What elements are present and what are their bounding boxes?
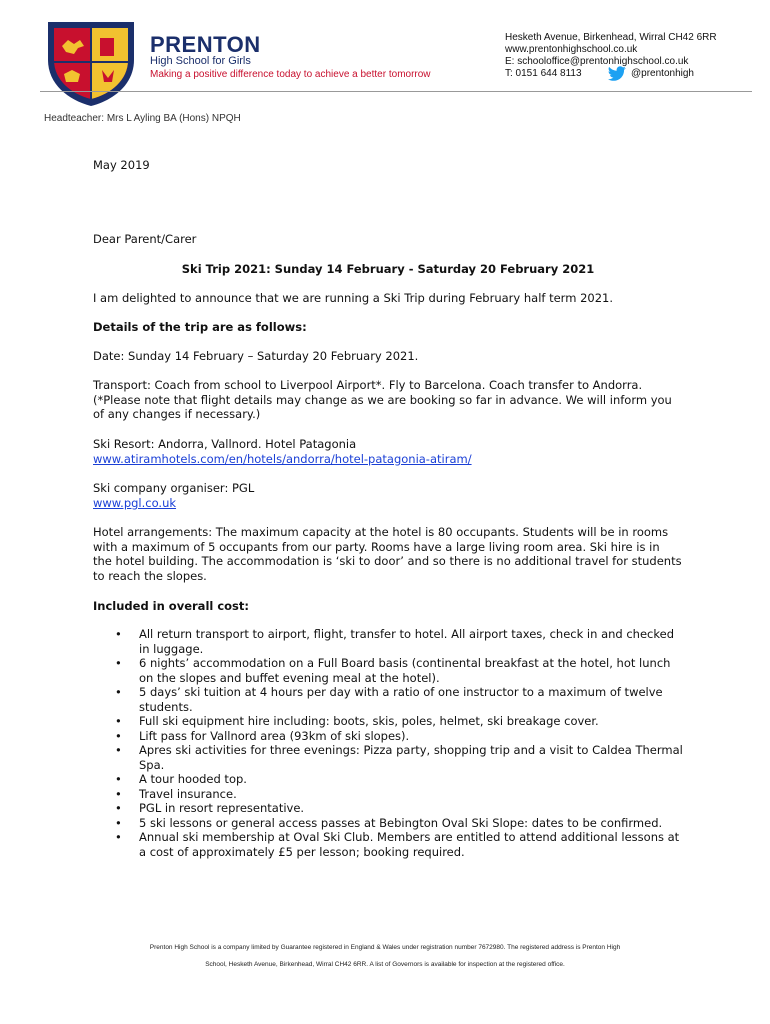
trip-date-line: Date: Sunday 14 February – Saturday 20 February 2021. [93,349,419,363]
school-subtitle: High School for Girls [150,55,251,67]
email-line[interactable]: E: schooloffice@prentonhighschool.co.uk [505,56,689,67]
hotel-line: the hotel building. The accommodation is ‘ski to door’ and so there is no additional travel for students [93,554,682,568]
included-heading: Included in overall cost: [93,599,249,613]
hotel-paragraph [93,525,683,583]
list-item: • Travel insurance. [139,787,729,802]
transport-paragraph [93,378,683,422]
phone-twitter-row [505,68,755,82]
pgl-website-link[interactable]: www.pgl.co.uk [93,495,177,510]
resort-line: Ski Resort: Andorra, Vallnord. Hotel Patagonia [93,437,357,451]
transport-line: (*Please note that flight details may change as we are booking so far in advance. We will inform you [93,392,672,407]
footer-line: School, Hesketh Avenue, Birkenhead, Wirral CH42 6RR. A list of Governors is available for inspection at the registered office. [205,961,565,968]
school-name: PRENTON [150,32,261,57]
details-heading: Details of the trip are as follows: [93,320,307,334]
address-line: Hesketh Avenue, Birkenhead, Wirral CH42 6RR [505,32,717,43]
contact-block [505,32,717,68]
salutation: Dear Parent/Carer [93,232,197,246]
list-item: • A tour hooded top. [139,772,729,787]
list-item: • 5 days’ ski tuition at 4 hours per day with a ratio of one instructor to a maximum of twelve students. [139,685,729,714]
organiser-paragraph [93,481,683,510]
phone-line: T: 0151 644 8113 [505,68,582,79]
resort-paragraph [93,437,683,466]
transport-line: of any changes if necessary.) [93,407,261,421]
list-item: • All return transport to airport, flight, transfer to hotel. All airport taxes, check in and checked in luggage. [139,627,729,656]
included-list [93,627,729,859]
letter-date: May 2019 [93,158,150,172]
twitter-handle[interactable]: @prentonhigh [631,68,694,79]
letter-title: Ski Trip 2021: Sunday 14 February - Saturday 20 February 2021 [181,262,595,276]
hotel-line: Hotel arrangements: The maximum capacity at the hotel is 80 occupants. Students will be in rooms [93,525,669,539]
website-line[interactable]: www.prentonhighschool.co.uk [505,44,638,55]
list-item: • 5 ski lessons or general access passes at Bebington Oval Ski Slope: dates to be confirmed. [139,816,729,831]
school-tagline: Making a positive difference today to achieve a better tomorrow [150,69,431,80]
intro-paragraph: I am delighted to announce that we are running a Ski Trip during February half term 2021. [93,291,613,305]
list-item: • Annual ski membership at Oval Ski Club. Members are entitled to attend additional lessons at a cost of approximately £5 per lesson; booking required. [139,830,729,859]
list-item: • Apres ski activities for three evenings: Pizza party, shopping trip and a visit to Caldea Thermal Spa. [139,743,729,772]
school-crest-logo [44,18,138,108]
list-item: • Lift pass for Vallnord area (93km of ski slopes). [139,729,729,744]
list-item: • 6 nights’ accommodation on a Full Board basis (continental breakfast at the hotel, hot lunch on the slopes and buffet evening meal at the hotel). [139,656,729,685]
hotel-line: to reach the slopes. [93,568,207,583]
transport-line: Transport: Coach from school to Liverpool Airport*. Fly to Barcelona. Coach transfer to Andorra. [93,378,643,392]
footer-line: Prenton High School is a company limited by Guarantee registered in England & Wales under registration number 7672980. The registered address is Prenton High [149,944,621,951]
twitter-icon [607,66,627,82]
hotel-website-link[interactable]: www.atiramhotels.com/en/hotels/andorra/hotel-patagonia-atiram/ [93,451,472,466]
headteacher-line: Headteacher: Mrs L Ayling BA (Hons) NPQH [44,113,241,124]
hotel-line: with a maximum of 5 occupants from our party. Rooms have a large living room area. Ski hire is in [93,539,660,554]
header-divider [40,91,752,92]
list-item: • PGL in resort representative. [139,801,729,816]
organiser-line: Ski company organiser: PGL [93,481,255,495]
list-item: • Full ski equipment hire including: boots, skis, poles, helmet, ski breakage cover. [139,714,729,729]
